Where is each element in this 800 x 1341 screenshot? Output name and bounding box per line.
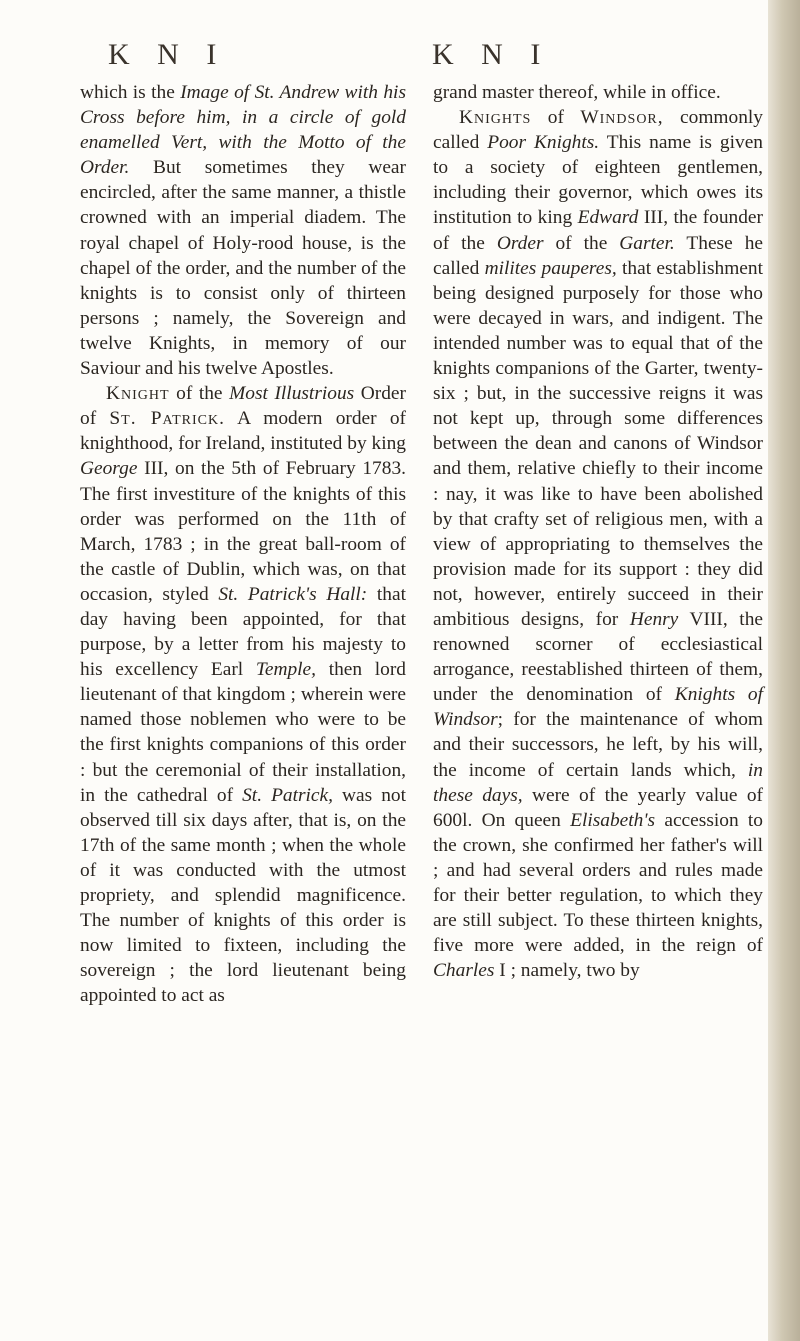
italic-text-run: Charles [433,960,495,982]
text-run: then lord lieutenant of that kingdom ; wherein were named those noblemen who were to be the first knights companions of this order : but the ceremonial of their installation, in the cathedral of [80,659,406,806]
running-head-left: K N I [108,38,227,71]
entry-headword: Knight [106,383,170,405]
entry-headword-order: St. Patrick. [109,408,225,430]
text-run: Order of [80,383,406,430]
italic-text-run: Knights of Windsor [433,684,763,731]
italic-text-run: milites pauperes, [484,257,617,279]
italic-text-run: Order [496,232,544,254]
text-column-left [80,80,406,1008]
italic-text-run: George [80,458,138,480]
running-head-right: K N I [432,38,551,71]
text-run: accession to the crown, she confirmed her father's will ; and had several orders and rules made for their better regulation, to which they are still subject. To these thirteen knights, five more were added, in the reign of [433,809,763,957]
text-run: was not observed till six days after, that is, on the 17th of the same month ; when the whole of it was conducted with the utmost propriety, and splendid magnificence. The number of knights of this order is now limited to fixteen, including the sovereign ; the lord lieutenant being appointed to act as [80,784,406,1007]
italic-text-run: Elisabeth's [570,809,656,831]
text-run: of the [543,232,620,254]
italic-text-run: Henry [629,608,679,630]
paragraph-thistle-continued [80,80,406,381]
page-edge-shadow [768,0,800,1341]
text-run: ; for the maintenance of whom and their successors, he left, by his will, the income of certain lands which, [433,709,763,781]
italic-text-run: St. Patrick, [242,784,333,806]
italic-text-run: Most Illustrious [229,383,355,405]
text-run: This name is given to a society of eighteen gentlemen, including their governor, which owes its institution to king [433,132,763,229]
entry-headword: Knights [459,107,532,129]
italic-text-run: Temple, [255,659,317,681]
entry-headword-place: Windsor, [580,107,664,129]
text-run: commonly called [433,107,763,154]
text-run: were of the yearly value of 600l. On queen [433,784,763,831]
text-run: that establishment being designed purposely for those who were decayed in wars, and indigent. The intended number was to equal that of the knights companions of the Garter, twenty-six ; but, in the successive reigns it was not kept up, through some differences between the dean and canons of Windsor and them, relative chiefly to their income : nay, it was like to have been abolished by that crafty set of religious men, with a view of appropriating to themselves the provision made for its support : they did not, however, entirely succeed in their ambitious designs, for [433,257,763,630]
italic-text-run: St. Patrick's Hall: [218,583,368,605]
text-run: I ; namely, two by [494,960,640,982]
italic-text-run: Image of St. Andrew with his Cross before him, in a circle of gold enamelled Vert, with the Motto of the Order. [80,82,406,179]
italic-text-run: in these days, [433,759,763,806]
italic-text-run: Edward [577,207,639,229]
text-run: that day having been appointed, for that purpose, by a letter from his majesty to his excellency Earl [80,583,406,681]
italic-text-run: Garter. [619,232,675,254]
text-run: of the [169,383,230,405]
text-run: grand master thereof, while in office. [433,82,721,103]
text-run: III, the founder of the [433,207,763,254]
text-run: VIII, the renowned scorner of ecclesiastical arrogance, reestablished thirteen of them, under the denomination of [433,608,763,706]
text-run: These he called [433,232,763,279]
paragraph-st-patrick-continued [433,80,763,105]
text-run: But sometimes they wear encircled, after the same manner, a thistle crowned with an imperial diadem. The royal chapel of Holy-rood house, is the chapel of the order, and the number of the knights is to consist only of thirteen persons ; namely, the Sovereign and twelve Knights, in memory of our Saviour and his twelve Apostles. [80,157,406,380]
text-column-right [433,80,763,983]
entry-knights-of-windsor [433,105,763,983]
italic-text-run: Poor Knights. [487,132,600,154]
text-run: A modern order of knighthood, for Ireland, instituted by king [80,408,406,455]
text-run: of [531,107,581,129]
text-run: which is the [80,82,181,103]
entry-knight-of-st-patrick [80,381,406,1008]
text-run: III, on the 5th of February 1783. The first investiture of the knights of this order was performed on the 11th of March, 1783 ; in the great ball-room of the castle of Dublin, which was, on that occasion, styled [80,458,406,605]
